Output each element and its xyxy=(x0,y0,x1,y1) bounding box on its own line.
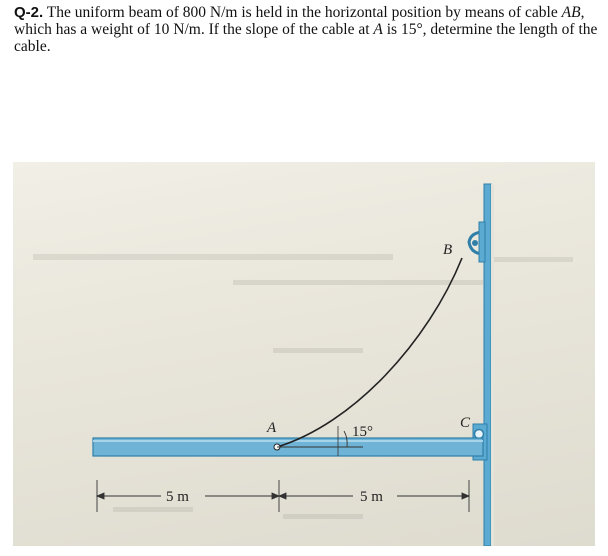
dimension-right-label: 5 m xyxy=(360,489,383,505)
cable-ab-label: AB xyxy=(561,4,581,21)
label-c: C xyxy=(460,415,471,431)
question-text-2: , which has a weight of 10 N/m. If the slope of the cable at xyxy=(14,4,585,38)
support-bracket-b xyxy=(469,222,485,262)
beam-cable-figure xyxy=(13,162,595,546)
figure-drawing xyxy=(13,162,595,546)
problem-statement xyxy=(14,4,598,55)
question-text-3: is 15°, determine the length of the cable. xyxy=(14,21,598,55)
question-text-1: The uniform beam of 800 N/m is held in the horizontal position by means of cable xyxy=(43,4,562,21)
label-a: A xyxy=(267,420,277,436)
dimension-left-label: 5 m xyxy=(166,489,189,505)
angle-label: 15° xyxy=(352,424,373,440)
point-a-label: A xyxy=(373,21,383,38)
question-number: Q-2. xyxy=(14,4,44,21)
label-b: B xyxy=(443,242,453,258)
